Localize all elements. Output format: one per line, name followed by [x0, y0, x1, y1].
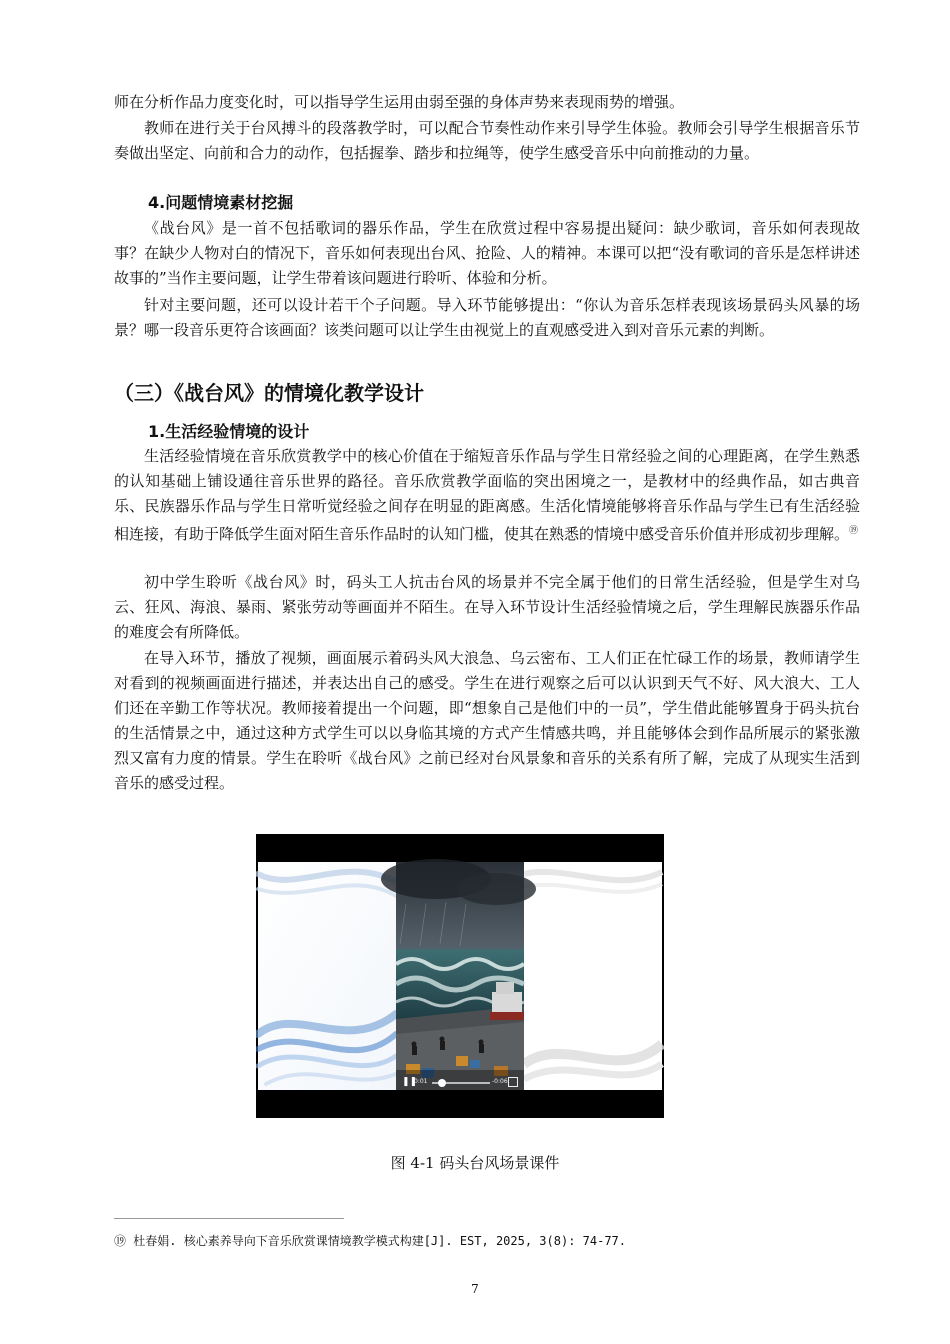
footnote-divider	[114, 1218, 344, 1219]
video-frame	[256, 834, 664, 1118]
paragraph-1: 师在分析作品力度变化时，可以指导学生运用由弱至强的身体声势来表现雨势的增强。	[114, 93, 685, 111]
storm-dock-scene	[381, 859, 536, 1090]
paragraph-7: 在导入环节，播放了视频，画面展示着码头风大浪急、乌云密布、工人们正在忙碌工作的场景，教师请学生对看到的视频画面进行描述，并表达出自己的感受。学生在进行观察之后可以认识到天气不好、风大浪大、工人们还在辛勤工作等状况。教师接着提出一个问题，即“想象自己是他们中的一员”，学生借此能够置身于码头抗台的生活情景之中，通过这种方式学生可以以身临其境的方式产生情感共鸣，并且能够体会到作品所展示的紧张激烈又富有力度的情景。学生在聆听《战台风》之前已经对台风景象和音乐的关系有所了解，完成了从现实生活到音乐的感受过程。	[114, 649, 860, 792]
footnote-ref[interactable]: ⑲	[849, 526, 859, 536]
footnote	[114, 1232, 626, 1250]
remaining-time: -0:06	[492, 1078, 508, 1085]
elapsed-time: 0:01	[414, 1078, 428, 1085]
fullscreen-icon[interactable]	[508, 1077, 518, 1087]
paragraph-4: 针对主要问题，还可以设计若干个子问题。导入环节能够提出：“你认为音乐怎样表现该场景码头风暴的场景？哪一段音乐更符合该画面？该类问题可以让学生由视觉上的直观感受进入到对音乐元素的判断。	[114, 296, 860, 339]
subheading-problem-context: 4.问题情境素材挖掘	[148, 193, 294, 212]
progress-handle[interactable]	[438, 1079, 446, 1087]
paragraph-2: 教师在进行关于台风搏斗的段落教学时，可以配合节奏性动作来引导学生体验。教师会引导学生根据音乐节奏做出坚定、向前和合力的动作，包括握拳、踏步和拉绳等，使学生感受音乐中向前推动的力量。	[114, 119, 860, 162]
page-number: 7	[471, 1282, 479, 1296]
paragraph-6: 初中学生聆听《战台风》时，码头工人抗击台风的场景并不完全属于他们的日常生活经验，但是学生对乌云、狂风、海浪、暴雨、紧张劳动等画面并不陌生。在导入环节设计生活经验情境之后，学生理解民族器乐作品的难度会有所降低。	[114, 573, 860, 641]
paragraph-3: 《战台风》是一首不包括歌词的器乐作品，学生在欣赏过程中容易提出疑问：缺少歌词，音乐如何表现故事？在缺少人物对白的情况下，音乐如何表现出台风、抢险、人的精神。本课可以把“没有歌词的音乐是怎样讲述故事的”当作主要问题，让学生带着该问题进行聆听、体验和分析。	[114, 219, 860, 287]
footnote-text: 杜春娟. 核心素养导向下音乐欣赏课情境教学模式构建[J]. EST, 2025, 3(8): 74-77.	[133, 1234, 626, 1248]
footnote-marker: ⑲	[114, 1234, 127, 1248]
paragraph-5-text: 生活经验情境在音乐欣赏教学中的核心价值在于缩短音乐作品与学生日常经验之间的心理距离，在学生熟悉的认知基础上铺设通往音乐世界的路径。音乐欣赏教学面临的突出困境之一，是教材中的经典作品，如古典音乐、民族器乐作品与学生日常听觉经验之间存在明显的距离感。生活化情境能够将音乐作品与学生已有生活经验相连接，有助于降低学生面对陌生音乐作品时的认知门槛，使其在熟悉的情境中感受音乐价值并形成初步理解。	[114, 447, 860, 543]
figure-caption: 图 4-1 码头台风场景课件	[390, 1154, 560, 1172]
video-courseware-figure	[256, 834, 664, 1118]
play-pause-button[interactable]: ❚❚	[402, 1077, 418, 1087]
subheading-life-experience: 1.生活经验情境的设计	[148, 422, 310, 441]
section-heading-3: （三）《战台风》的情境化教学设计	[114, 381, 424, 405]
paragraph-5	[114, 444, 860, 547]
